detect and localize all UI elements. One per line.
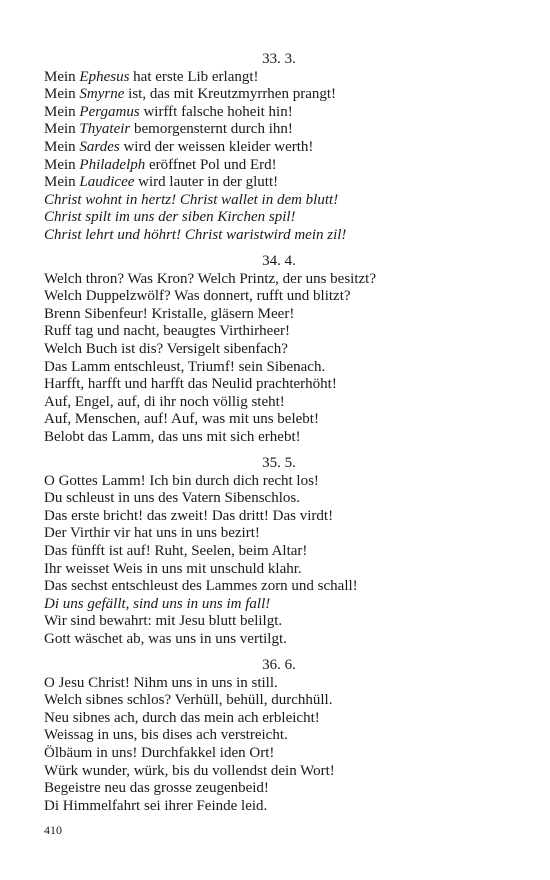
- verse-line: [44, 323, 514, 341]
- verse-text: wirfft falsche hoheit hin!: [139, 103, 293, 120]
- verse-text: wird der weissen kleider werth!: [119, 138, 314, 155]
- stanza-35: [44, 455, 514, 649]
- verse-line: [44, 631, 514, 649]
- verse-text: Welch Duppelzwölf? Was donnert, rufft und blitzt?: [44, 288, 351, 305]
- verse-line: [44, 798, 514, 816]
- verse-line: [44, 288, 514, 306]
- verse-line: [44, 209, 514, 227]
- verse-text: bemorgensternt durch ihn!: [130, 121, 293, 138]
- verse-text: Mein: [44, 86, 80, 103]
- verse-text: Das erste bricht! das zweit! Das dritt! Das virdt!: [44, 507, 334, 524]
- verse-line: [44, 525, 514, 543]
- verse-line: [44, 341, 514, 359]
- verse-text: Ruff tag und nacht, beaugtes Virthirheer!: [44, 323, 290, 340]
- verse-text: Neu sibnes ach, durch das mein ach erbleicht!: [44, 709, 320, 726]
- verse-line: [44, 780, 514, 798]
- verse-text: Mein: [44, 138, 80, 155]
- verse-text-italic: Smyrne: [79, 86, 125, 103]
- verse-text: Mein: [44, 174, 80, 191]
- verse-text: ist, das mit Kreutzmyrrhen prangt!: [124, 86, 337, 103]
- verse-line: [44, 227, 514, 245]
- verse-line: [44, 104, 514, 122]
- page-number: 410: [44, 823, 62, 837]
- stanza-heading: 36. 6.: [262, 657, 296, 673]
- verse-text: Würk wunder, würk, bis du vollendst dein Wort!: [44, 762, 335, 779]
- verse-text: Welch thron? Was Kron? Welch Printz, der uns besitzt?: [44, 270, 376, 287]
- verse-text-italic: Philadelph: [79, 156, 146, 173]
- stanza-33: [44, 51, 514, 245]
- verse-line: [44, 473, 514, 491]
- verse-line: [44, 727, 514, 745]
- verse-text-italic: Sardes: [79, 138, 120, 155]
- verse-text-italic: Di uns gefällt, sind uns in uns im fall!: [44, 595, 271, 612]
- verse-line: [44, 561, 514, 579]
- stanza-heading: 33. 3.: [262, 51, 296, 67]
- verse-text: Das Lamm entschleust, Triumf! sein Sibenach.: [44, 358, 326, 375]
- stanza-34: [44, 253, 514, 447]
- verse-line: [44, 490, 514, 508]
- verse-text: Di Himmelfahrt sei ihrer Feinde leid.: [44, 797, 268, 814]
- verse-line: [44, 306, 514, 324]
- verse-line: [44, 157, 514, 175]
- verse-text-italic: Thyateir: [79, 121, 131, 138]
- stanza-heading: 35. 5.: [262, 455, 296, 471]
- verse-line: [44, 192, 514, 210]
- verse-text-italic: Ephesus: [79, 68, 130, 85]
- verse-line: [44, 69, 514, 87]
- verse-line: [44, 675, 514, 693]
- verse-text: Mein: [44, 103, 80, 120]
- verse-text: Du schleust in uns des Vatern Sibenschlos.: [44, 490, 300, 507]
- verse-line: [44, 508, 514, 526]
- verse-text-italic: Christ spilt im uns der siben Kirchen spil!: [44, 209, 296, 226]
- verse-text: Das sechst entschleust des Lammes zorn und schall!: [44, 578, 358, 595]
- verse-text: Weissag in uns, bis dises ach verstreicht.: [44, 727, 288, 744]
- verse-text: Harfft, harfft und harfft das Neulid prachterhöht!: [44, 376, 337, 393]
- verse-text: Ölbäum in uns! Durchfakkel iden Ort!: [44, 744, 275, 761]
- verse-line: [44, 86, 514, 104]
- verse-text: Begeistre neu das grosse zeugenbeid!: [44, 780, 269, 797]
- verse-text: Welch Buch ist dis? Versigelt sibenfach?: [44, 340, 288, 357]
- verse-text-italic: Laudicee: [79, 174, 135, 191]
- verse-text: hat erste Lib erlangt!: [129, 68, 259, 85]
- verse-text: Brenn Sibenfeur! Kristalle, gläsern Meer!: [44, 305, 295, 322]
- verse-text: Mein: [44, 121, 80, 138]
- verse-line: [44, 139, 514, 157]
- verse-line: [44, 376, 514, 394]
- verse-line: [44, 578, 514, 596]
- verse-text: Mein: [44, 156, 80, 173]
- verse-line: [44, 745, 514, 763]
- verse-line: [44, 596, 514, 614]
- verse-text: Ihr weisset Weis in uns mit unschuld klahr.: [44, 560, 302, 577]
- verse-text: Auf, Engel, auf, di ihr noch völlig steht!: [44, 393, 285, 410]
- verse-text: Auf, Menschen, auf! Auf, was mit uns belebt!: [44, 411, 319, 428]
- stanza-36: [44, 657, 514, 815]
- verse-text: Mein: [44, 68, 80, 85]
- verse-line: [44, 429, 514, 447]
- verse-text: Gott wäschet ab, was uns in uns vertilgt.: [44, 630, 287, 647]
- verse-text-italic: Christ wohnt in hertz! Christ wallet in dem blutt!: [44, 191, 339, 208]
- verse-text-italic: Christ lehrt und höhrt! Christ waristwird mein zil!: [44, 226, 347, 243]
- verse-line: [44, 543, 514, 561]
- verse-text: Belobt das Lamm, das uns mit sich erhebt!: [44, 428, 301, 445]
- verse-text: Welch sibnes schlos? Verhüll, behüll, durchhüll.: [44, 692, 333, 709]
- verse-line: [44, 359, 514, 377]
- verse-text: O Jesu Christ! Nihm uns in uns in still.: [44, 674, 278, 691]
- verse-line: [44, 394, 514, 412]
- verse-text-italic: Pergamus: [79, 103, 140, 120]
- verse-line: [44, 174, 514, 192]
- verse-text: Wir sind bewahrt: mit Jesu blutt belilgt.: [44, 613, 283, 630]
- verse-text: Das fünfft ist auf! Ruht, Seelen, beim Altar!: [44, 542, 308, 559]
- verse-line: [44, 121, 514, 139]
- verse-line: [44, 692, 514, 710]
- verse-line: [44, 613, 514, 631]
- stanza-heading: 34. 4.: [262, 253, 296, 269]
- verse-text: Der Virthir vir hat uns in uns bezirt!: [44, 525, 260, 542]
- verse-line: [44, 763, 514, 781]
- verse-text: eröffnet Pol und Erd!: [145, 156, 277, 173]
- verse-line: [44, 411, 514, 429]
- verse-text: O Gottes Lamm! Ich bin durch dich recht los!: [44, 472, 319, 489]
- verse-line: [44, 271, 514, 289]
- verse-text: wird lauter in der glutt!: [134, 174, 279, 191]
- verse-line: [44, 710, 514, 728]
